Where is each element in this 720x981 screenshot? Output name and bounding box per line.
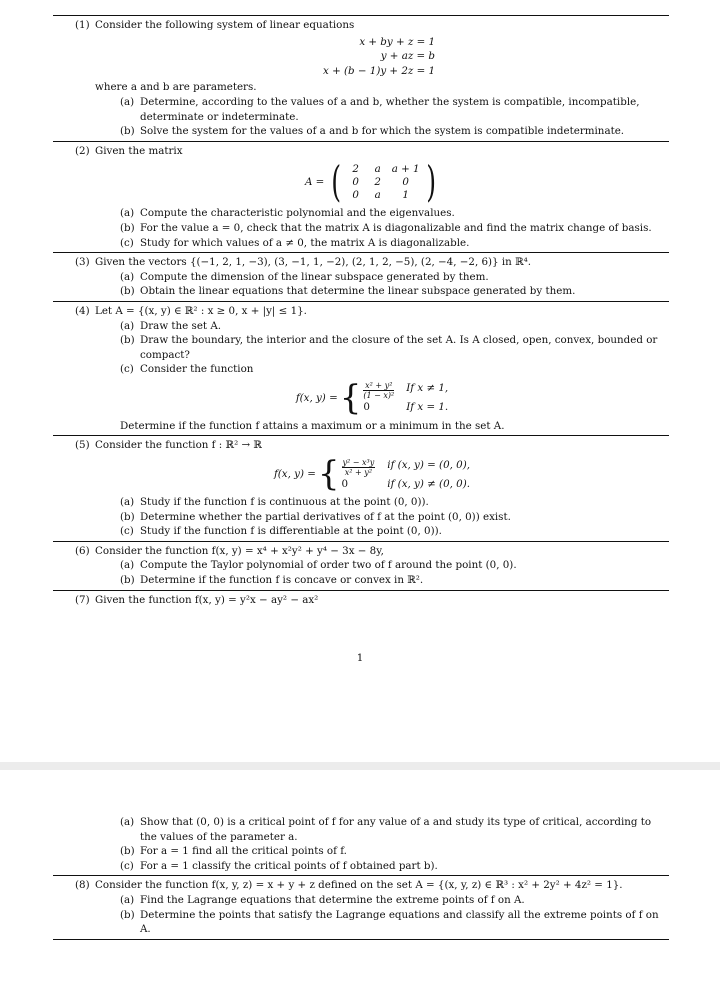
part-a	[75, 206, 669, 221]
problem-4	[53, 302, 669, 436]
problem-3	[53, 253, 669, 301]
part-b	[75, 124, 669, 139]
matrix-entry: 1	[402, 188, 409, 201]
part-text: Compute the characteristic polynomial and the eigenvalues.	[140, 207, 455, 220]
part-text: Study for which values of a ≠ 0, the matrix A is diagonalizable.	[140, 236, 470, 249]
part-label: (a)	[120, 559, 135, 572]
part-text: Compute the dimension of the linear subspace generated by them.	[140, 270, 489, 283]
problem-7-continued	[53, 815, 669, 875]
part-a	[75, 558, 669, 573]
part-label: (c)	[120, 859, 134, 872]
problem-number: (2)	[75, 144, 90, 157]
problem-number: (3)	[75, 256, 90, 269]
matrix-entry: 0	[352, 188, 359, 201]
part-text: Draw the set A.	[140, 319, 222, 332]
matrix-entries	[345, 163, 423, 202]
matrix-entry: 2	[352, 162, 359, 175]
part-b	[75, 221, 669, 236]
part-text: For a = 1 classify the critical points of f obtained part b).	[140, 859, 438, 872]
exam-page-2	[0, 770, 720, 981]
fraction-denominator: x² + y²	[344, 467, 373, 477]
part-text: Show that (0, 0) is a critical point of f for any value of a and study its type of critical, according to the values of the parameter a.	[140, 816, 652, 843]
part-text: Solve the system for the values of a and b for which the system is compatible indeterminate.	[140, 125, 625, 138]
parameters-note: where a and b are parameters.	[95, 81, 257, 94]
fraction-numerator: x² + y²	[365, 381, 393, 391]
matrix-entry: a	[374, 188, 381, 201]
piecewise-function: f(x, y) = { $\frac{\text{y² − x³y}}{\text{x² + y²}}$ if (x, y) = (0, 0), 0 if (x, y) ≠ (0, 0).	[273, 454, 471, 495]
problem-number: (6)	[75, 544, 90, 557]
problem-5	[53, 436, 669, 540]
function-cases	[342, 458, 470, 491]
divider	[53, 939, 669, 940]
problem-number: (4)	[75, 304, 90, 317]
page-1-content	[53, 15, 669, 609]
function-lhs: f(x, y) =	[295, 391, 338, 404]
case-value: 0	[341, 477, 349, 490]
problem-intro: Given the vectors {(−1, 2, 1, −3), (3, −1, 1, −2), (2, 1, 2, −5), (2, −4, −2, 6)} in ℝ⁴.	[95, 256, 532, 269]
part-b	[75, 284, 669, 299]
case-condition: if (x, y) ≠ (0, 0).	[387, 477, 471, 490]
problem-7	[53, 591, 669, 610]
problem-1	[53, 16, 669, 141]
page-number: 1	[356, 652, 364, 664]
function-cases	[363, 381, 448, 414]
part-text: Draw the boundary, the interior and the closure of the set A. Is A closed, open, convex, bounded or compact?	[140, 334, 658, 361]
part-b	[75, 573, 669, 588]
part-text: Compute the Taylor polynomial of order two of f around the point (0, 0).	[140, 559, 517, 572]
part-c	[75, 236, 669, 251]
part-b	[75, 908, 669, 937]
problem-intro: Consider the function f(x, y) = x⁴ + x²y² + y⁴ − 3x − 8y,	[95, 544, 384, 557]
matrix-entry: 0	[402, 175, 409, 188]
part-label: (b)	[120, 510, 135, 523]
part-text: Determine, according to the values of a and b, whether the system is compatible, incompatible, determinate or indeterminate.	[140, 95, 640, 123]
problem-outro: Determine if the function f attains a maximum or a minimum in the set A.	[120, 419, 505, 432]
fraction-numerator: y² − x³y	[342, 457, 375, 467]
matrix-entry: a + 1	[391, 162, 420, 175]
part-label: (c)	[120, 525, 134, 538]
part-text: For the value a = 0, check that the matrix A is diagonalizable and find the matrix change of basis.	[140, 221, 652, 234]
case-condition: if (x, y) = (0, 0),	[387, 458, 471, 471]
matrix-entry: 2	[374, 175, 381, 188]
part-text: Find the Lagrange equations that determine the extreme points of f on A.	[140, 893, 525, 906]
case-value: 0	[363, 401, 370, 414]
problem-intro: Consider the function f(x, y, z) = x + y + z defined on the set A = {(x, y, z) ∈ ℝ³ : x² + 2y² + 4z² = 1}.	[95, 879, 623, 892]
problem-number: (8)	[75, 879, 90, 892]
part-text: Determine whether the partial derivatives of f at the point (0, 0)) exist.	[140, 510, 511, 523]
part-label: (b)	[120, 574, 135, 587]
part-label: (c)	[120, 236, 134, 249]
problem-intro: Consider the function f : ℝ² → ℝ	[95, 439, 262, 452]
part-text: For a = 1 find all the critical points of f.	[140, 845, 347, 858]
part-c	[75, 362, 669, 377]
case-condition: If x = 1.	[406, 401, 449, 414]
part-c	[75, 524, 669, 539]
part-label: (a)	[120, 496, 135, 509]
part-label: (a)	[120, 207, 135, 220]
part-a	[75, 95, 669, 124]
matrix-entry: a	[374, 162, 381, 175]
equation-2: y + az = b	[380, 50, 436, 63]
part-a	[75, 270, 669, 285]
equation-1: x + by + z = 1	[359, 35, 436, 48]
problem-6	[53, 542, 669, 590]
problem-intro: Given the matrix	[95, 144, 183, 157]
part-label: (b)	[120, 125, 135, 138]
part-label: (b)	[120, 285, 135, 298]
page-2-content	[53, 815, 669, 940]
part-label: (a)	[120, 95, 135, 108]
part-a	[75, 495, 669, 510]
part-b	[75, 333, 669, 362]
function-lhs: f(x, y) =	[273, 467, 316, 480]
part-label: (c)	[120, 363, 134, 376]
matrix-a: A = ( 2 a a + 1 0 2 0 0 a 1 )	[304, 157, 436, 207]
part-b	[75, 844, 669, 859]
part-label: (a)	[120, 893, 135, 906]
problem-intro: Consider the following system of linear equations	[95, 19, 355, 31]
part-a	[75, 319, 669, 334]
fraction-denominator: (1 − x)²	[363, 391, 395, 401]
part-a	[75, 893, 669, 908]
problem-number: (7)	[75, 593, 90, 606]
part-label: (b)	[120, 845, 135, 858]
part-label: (b)	[120, 908, 135, 921]
problem-number: (1)	[75, 19, 90, 31]
equation-3: x + (b − 1)y + 2z = 1	[323, 64, 436, 77]
part-label: (a)	[120, 816, 135, 828]
piecewise-function: f(x, y) = { $\frac{\text{x² + y²}}{\text{(1 − x)²}}$ If x ≠ 1, 0 If x = 1.	[295, 377, 449, 418]
part-text: Study if the function f is differentiable at the point (0, 0)).	[140, 525, 442, 538]
problem-intro: Let A = {(x, y) ∈ ℝ² : x ≥ 0, x + |y| ≤ 1}.	[95, 304, 307, 317]
part-label: (a)	[120, 270, 135, 283]
case-condition: If x ≠ 1,	[406, 382, 449, 395]
fraction	[342, 458, 376, 477]
problem-intro: Given the function f(x, y) = y²x − ay² − ax²	[95, 593, 319, 606]
part-text: Consider the function	[140, 363, 254, 376]
matrix-entry: 0	[352, 175, 359, 188]
part-text: Determine the points that satisfy the Lagrange equations and classify all the extreme points of f on A.	[140, 908, 659, 936]
part-label: (b)	[120, 221, 135, 234]
part-label: (b)	[120, 334, 135, 347]
part-b	[75, 510, 669, 525]
problem-8	[53, 876, 669, 938]
matrix-lhs: A =	[304, 176, 325, 189]
part-text: Determine if the function f is concave or convex in ℝ².	[140, 574, 424, 587]
problem-number: (5)	[75, 439, 90, 452]
part-c	[75, 859, 669, 874]
problem-2	[53, 142, 669, 252]
fraction	[363, 381, 394, 400]
part-text: Study if the function f is continuous at the point (0, 0)).	[140, 496, 429, 509]
part-text: Obtain the linear equations that determine the linear subspace generated by them.	[140, 285, 576, 298]
part-label: (a)	[120, 319, 135, 332]
equation-system	[75, 35, 669, 79]
part-a	[75, 815, 669, 844]
